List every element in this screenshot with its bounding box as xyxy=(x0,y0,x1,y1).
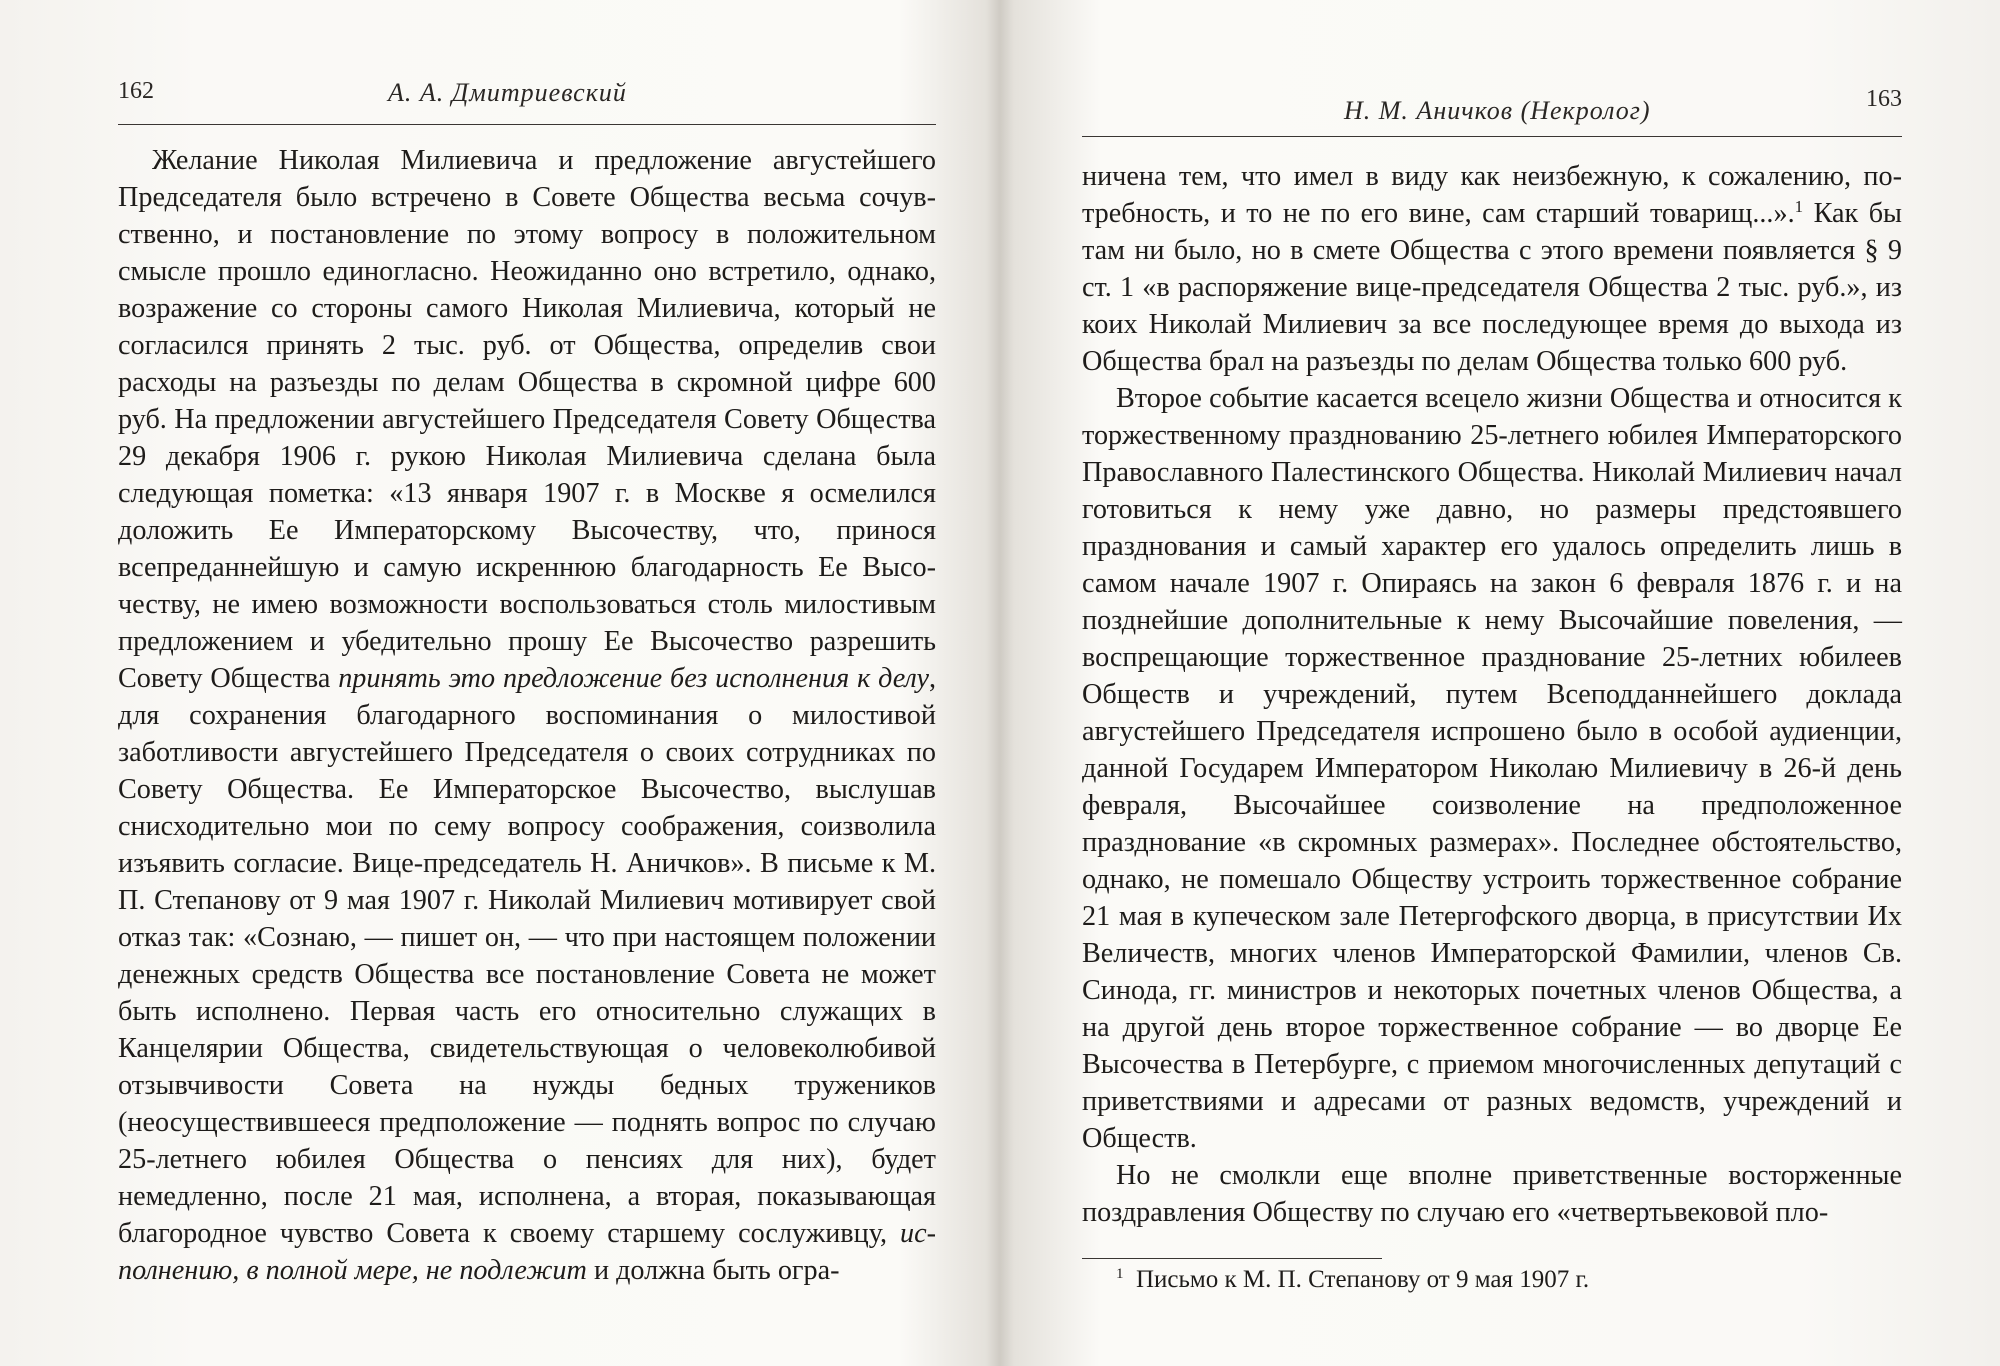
paragraph xyxy=(1082,158,1902,380)
paragraph: Но не смолкли еще вполне приветственные восторженные поздравления Обществу по случаю его «четвертьвековой пло- xyxy=(1082,1160,1902,1228)
body-text xyxy=(1082,158,1902,1231)
text-run: ничена тем, что имел в виду как неизбежную, к сожалению, потребность, и то не по его вине, сам старший товарищ...». xyxy=(1082,161,1902,229)
paragraph: Второе событие касается всецело жизни Общества и относится к торжественному празднованию 25-летнего юбилея Императорского Православного Палестинского Общества. Николай Милиевич начал готовиться к нему уже давно, но размеры предстоявшего празднования и самый характер его удалось определить лишь в самом начале 1907 г. Опираясь на закон 6 февраля 1876 г. и на позднейшие дополнительные к нему Высочайшие повеления, — воспрещающие торжественное празднование 25-летних юбилеев Обществ и учреждений, путем Всеподданнейшего доклада августейшего Председателя испрошено было в особой аудиенции, данной Государем Императором Николаю Милиевичу в 26-й день февраля, Высочайшее соизволение на предположенное празднование «в скромных размерах». Последнее обстоятельство, однако, не помешало Обществу устроить торжественное собрание 21 мая в купеческом зале Петергофского дворца, в присутствии Их Величеств, многих членов Императорской Фамилии, членов Св. Синода, гг. министров и некоторых почетных членов Общества, а на другой день второе торжественное собрание — во дворце Ее Высочества в Петербурге, с приемом многочисленных депутаций с приветствиями и адресами от разных ведомств, учреждений и Обществ. xyxy=(1082,383,1902,1154)
italic-run: принять это предложение без исполнения к делу xyxy=(338,663,929,694)
text-run: , для сохранения благодарного воспоминания о милостивой заботливости августейшего Председателя о своих сотрудниках по Совету Общества. Ее Императорское Высочество, выслушав снисходительно мои по сему вопросу соображения, соизволила изъявить согласие. Вице-председатель Н. Аничков». В письме к М. П. Степанову от 9 мая 1907 г. Николай Милиевич мотивирует свой отказ так: «Сознаю, — пишет он, — что при настоящем положении денежных средств Общества все постановление Совета не может быть исполнено. Первая часть его относительно служащих в Канцелярии Общества, свидетельствующая о человеколюбивой отзывчивости Совета на нужды бедных тружеников (неосуществившееся предположение — поднять вопрос по случаю 25-летнего юбилея Общества о пенсиях для них), будет немедленно, после 21 мая, исполнена, а вторая, показывающая благородное чувство Совета к своему старшему сослуживцу, xyxy=(118,663,937,1249)
header-rule xyxy=(118,124,936,125)
italic-run: исполнению, в полной мере, не подлежит xyxy=(118,1218,936,1286)
footnote-rule xyxy=(1082,1258,1382,1259)
left-page xyxy=(118,0,936,1366)
running-head: А. А. Дмитриевский xyxy=(388,78,627,107)
right-page xyxy=(1082,0,1902,1366)
footnote xyxy=(1116,1262,1589,1298)
body-text xyxy=(118,142,936,1289)
footnote-ref: 1 xyxy=(1794,196,1804,216)
text-run: Желание Николая Милиевича и предложение августейшего Председателя было встречено в Совете Общества весьма сочувственно, и постановление по этому вопросу в положительном смысле прошло единогласно. Неожиданно оно встретило, однако, возражение со стороны самого Николая Милиевича, который не согласился принять 2 тыс. руб. от Общества, определив свои расходы на разъезды по делам Общества в скромной цифре 600 руб. На предложении августейшего Председателя Совету Общества 29 декабря 1906 г. рукою Николая Милиевича сделана была следующая пометка: «13 января 1907 г. в Москве я осмелился доложить Ее Императорскому Высочеству, что, принося всепреданнейшую и самую искреннюю благодарность Ее Высочеству, не имею возможности воспользоваться столь милостивым предложением и убедительно прошу Ее Высочество разрешить Совету Общества xyxy=(118,145,936,694)
footnote-number: 1 xyxy=(1116,1266,1124,1282)
footnote-text: Письмо к М. П. Степанову от 9 мая 1907 г. xyxy=(1136,1266,1590,1293)
text-run: и должна быть огра- xyxy=(586,1255,840,1286)
text-run: Как бы там ни было, но в смете Общества с этого времени появляется § 9 ст. 1 «в распоряжение вице-председателя Общества 2 тыс. руб.», из коих Николай Милиевич за все последующее время до выхода из Общества брал на разъезды по делам Общества только 600 руб. xyxy=(1082,198,1902,377)
running-head: Н. М. Аничков (Некролог) xyxy=(1344,96,1651,125)
paragraph xyxy=(118,142,936,1289)
page-number: 163 xyxy=(1866,86,1902,112)
header-rule xyxy=(1082,136,1902,137)
page-number: 162 xyxy=(118,78,154,104)
